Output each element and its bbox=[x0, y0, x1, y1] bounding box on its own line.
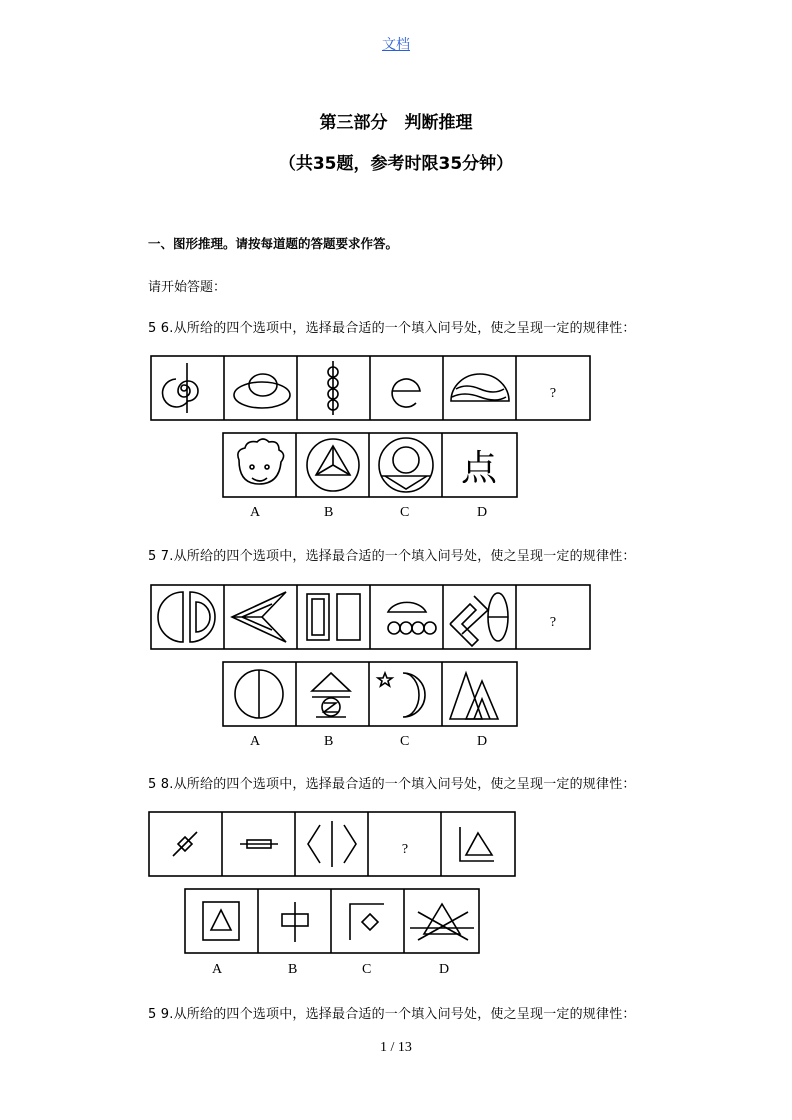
question-57-text: 5 7.从所给的四个选项中，选择最合适的一个填入问号处，使之呈现一定的规律性： bbox=[148, 549, 636, 564]
q56-beads-icon bbox=[328, 361, 338, 415]
q56-label-d: D bbox=[477, 505, 488, 520]
q56-question-figure bbox=[150, 355, 591, 421]
q56-label-b: B bbox=[324, 505, 334, 520]
q57-dome-rings-icon bbox=[388, 602, 436, 634]
question-58-text: 5 8.从所给的四个选项中，选择最合适的一个填入问号处，使之呈现一定的规律性： bbox=[148, 777, 636, 792]
part-title: 第三部分 判断推理 bbox=[319, 113, 473, 133]
part-subtitle: （共35题，参考时限35分钟） bbox=[278, 154, 514, 174]
q56-hat-icon bbox=[234, 374, 290, 408]
header-link[interactable]: 文档 bbox=[382, 37, 410, 53]
q58-option-a-framed-triangle-icon bbox=[201, 900, 239, 940]
q56-letter-e-icon bbox=[392, 379, 420, 407]
q58-options-figure bbox=[184, 888, 480, 954]
q58-question-mark: ? bbox=[401, 842, 409, 857]
q58-rect-line-icon bbox=[240, 840, 278, 848]
q57-label-c: C bbox=[400, 734, 410, 749]
q57-options-figure bbox=[222, 661, 518, 727]
q58-diamond-line-icon bbox=[173, 832, 197, 856]
q58-question-figure bbox=[148, 811, 516, 877]
q57-label-d: D bbox=[477, 734, 488, 749]
q57-option-b-triangle-z-icon bbox=[312, 673, 350, 717]
q58-label-c: C bbox=[362, 962, 372, 977]
q56-option-a-face-icon bbox=[238, 439, 284, 484]
q57-question-mark: ? bbox=[549, 615, 557, 630]
q56-option-d-char: 点 bbox=[460, 448, 498, 489]
question-56-text: 5 6.从所给的四个选项中，选择最合适的一个填入问号处，使之呈现一定的规律性： bbox=[148, 321, 636, 336]
q58-label-a: A bbox=[212, 962, 223, 977]
q56-label-c: C bbox=[400, 505, 410, 520]
q56-dome-icon bbox=[451, 374, 509, 401]
q57-arrows-icon bbox=[232, 592, 286, 642]
q57-option-a-circle-icon bbox=[235, 670, 283, 718]
section-title: 一、图形推理。请按每道题的答题要求作答。 bbox=[148, 236, 399, 251]
q56-option-c-circles-icon bbox=[379, 438, 433, 492]
intro-text: 请开始答题： bbox=[148, 280, 227, 295]
q58-option-c-corner-diamond-icon bbox=[350, 904, 384, 940]
q57-label-a: A bbox=[250, 734, 261, 749]
q56-spiral-icon bbox=[163, 363, 198, 413]
q56-label-a: A bbox=[250, 505, 261, 520]
q57-label-b: B bbox=[324, 734, 334, 749]
page-number: 1 / 13 bbox=[380, 1040, 412, 1055]
q56-question-mark: ? bbox=[549, 386, 557, 401]
q57-rectangles-icon bbox=[307, 594, 360, 640]
q57-half-circles-icon bbox=[158, 592, 215, 642]
q58-corner-triangle-icon bbox=[460, 827, 494, 861]
q57-question-figure bbox=[150, 584, 591, 650]
q58-option-d-triangle-lines-icon bbox=[410, 904, 474, 940]
q56-options-figure bbox=[222, 432, 518, 498]
q56-option-b-triangle-icon bbox=[307, 439, 359, 491]
q58-label-b: B bbox=[288, 962, 298, 977]
q57-option-c-star-moon-icon bbox=[378, 673, 425, 717]
q57-option-d-triangles-icon bbox=[450, 673, 498, 719]
q58-brackets-icon bbox=[308, 821, 356, 867]
q58-option-b-cross-rect-icon bbox=[282, 902, 308, 942]
q57-s-shape-icon bbox=[450, 593, 508, 646]
q58-label-d: D bbox=[439, 962, 450, 977]
question-59-text: 5 9.从所给的四个选项中，选择最合适的一个填入问号处，使之呈现一定的规律性： bbox=[148, 1007, 636, 1022]
